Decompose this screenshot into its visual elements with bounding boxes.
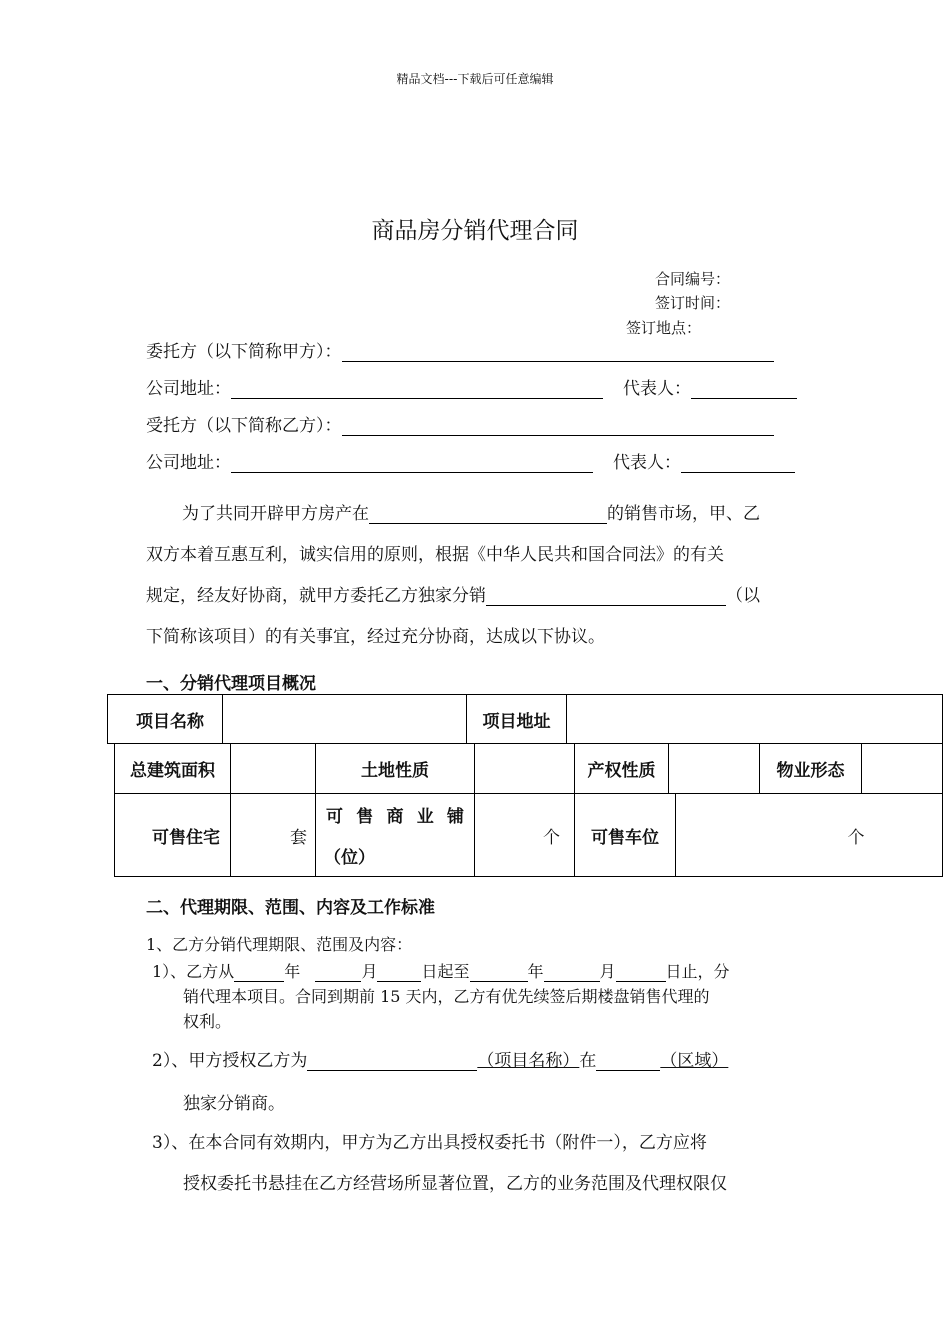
agent-field [146,416,774,436]
total-area-value[interactable] [230,743,316,794]
year-label-2: 年 [527,962,544,981]
project-name-hint: （项目名称） [477,1051,580,1071]
start-day-blank[interactable] [377,965,421,982]
property-rights-value[interactable] [668,743,760,794]
intro-line-3a: 规定，经友好协商，就甲方委托乙方独家分销 [146,586,486,606]
intro-line-3 [146,586,760,606]
unit-set-label: 套 [290,827,307,848]
clause-1-line-1 [152,962,730,982]
unit-ge-label: 个 [543,827,560,848]
sign-time-label: 签订时间： [655,294,731,312]
property-rights-header: 产权性质 [574,743,669,794]
intro-region-blank[interactable] [369,507,607,524]
residential-value[interactable] [230,793,316,877]
property-type-value[interactable] [861,743,943,794]
principal-rep-field [623,379,797,399]
intro-line-2: 双方本着互惠互利，诚实信用的原则，根据《中华人民共和国合同法》的有关 [146,545,724,565]
month-label: 月 [361,962,378,981]
document-title: 商品房分销代理合同 [371,218,579,244]
end-day-blank[interactable] [616,965,666,982]
agent-blank[interactable] [342,419,774,436]
unit-ge-label-2: 个 [847,827,865,848]
clause-3-line-2: 授权委托书悬挂在乙方经营场所显著位置，乙方的业务范围及代理权限仅 [183,1174,727,1194]
total-area-header: 总建筑面积 [114,743,231,794]
agent-address-label: 公司地址： [146,453,231,473]
principal-rep-label: 代表人： [623,379,691,399]
project-address-header: 项目地址 [466,694,567,744]
clause-1-end: 日止，分 [665,962,730,981]
start-month-blank[interactable] [315,965,361,982]
agent-rep-blank[interactable] [681,456,795,473]
clause-2-prefix: 2）、甲方授权乙方为 [152,1051,308,1071]
watermark: 精品文档---下载后可任意编辑 [396,72,554,86]
contract-number-label: 合同编号： [655,270,731,288]
year-label: 年 [284,962,301,981]
shops-header [315,793,475,877]
project-name-header: 项目名称 [107,694,223,744]
principal-label: 委托方（以下简称甲方）： [146,342,342,362]
shops-header-line-1: 可 售 商 业 铺 [326,807,464,827]
region-hint: （区域） [660,1051,729,1071]
shops-header-line-2: （位） [324,848,375,868]
intro-line-1a: 为了共同开辟甲方房产在 [182,504,369,524]
agent-rep-field [613,453,795,473]
month-label-2: 月 [599,962,616,981]
clause-1-line-3: 权利。 [183,1012,232,1031]
end-year-blank[interactable] [470,965,528,982]
end-month-blank[interactable] [544,965,600,982]
shops-value[interactable] [474,793,575,877]
item-1: 1、乙方分销代理期限、范围及内容： [146,935,413,954]
from-label: 日起至 [421,962,470,981]
principal-address-label: 公司地址： [146,379,231,399]
project-address-value[interactable] [566,694,943,744]
intro-line-3b: （以 [726,586,760,606]
section-2-heading: 二、代理期限、范围、内容及工作标准 [146,898,435,918]
clause-2-line-2: 独家分销商。 [183,1094,285,1114]
clause-1-line-2: 销代理本项目。合同到期前 15 天内，乙方有优先续签后期楼盘销售代理的 [183,987,710,1006]
land-nature-header: 土地性质 [315,743,475,794]
principal-address-field [146,379,603,399]
clause-3-line-1: 3）、在本合同有效期内，甲方为乙方出具授权委托书（附件一），乙方应将 [152,1133,707,1153]
project-name-blank[interactable] [307,1054,477,1071]
section-1-heading: 一、分销代理项目概况 [146,674,316,694]
intro-line-1 [182,504,760,524]
sign-place-label: 签订地点： [626,319,702,337]
principal-rep-blank[interactable] [691,382,797,399]
agent-label: 受托方（以下简称乙方）： [146,416,342,436]
land-nature-value[interactable] [474,743,575,794]
intro-line-4: 下简称该项目）的有关事宜，经过充分协商，达成以下协议。 [146,627,605,647]
agent-address-blank[interactable] [231,456,593,473]
region-blank[interactable] [596,1054,660,1071]
property-type-header: 物业形态 [759,743,862,794]
agent-rep-label: 代表人： [613,453,681,473]
project-name-value[interactable] [222,694,467,744]
parking-header: 可售车位 [574,793,676,877]
agent-address-field [146,453,593,473]
intro-project-blank[interactable] [486,589,726,606]
residential-header: 可售住宅 [114,793,231,877]
clause-1-prefix: 1）、乙方从 [152,962,235,981]
intro-line-1b: 的销售市场，甲、乙 [607,504,760,524]
parking-value[interactable] [675,793,943,877]
in-label: 在 [579,1051,597,1071]
clause-2-line-1 [152,1051,728,1071]
start-year-blank[interactable] [234,965,284,982]
principal-blank[interactable] [342,345,774,362]
principal-field [146,342,774,362]
principal-address-blank[interactable] [231,382,603,399]
